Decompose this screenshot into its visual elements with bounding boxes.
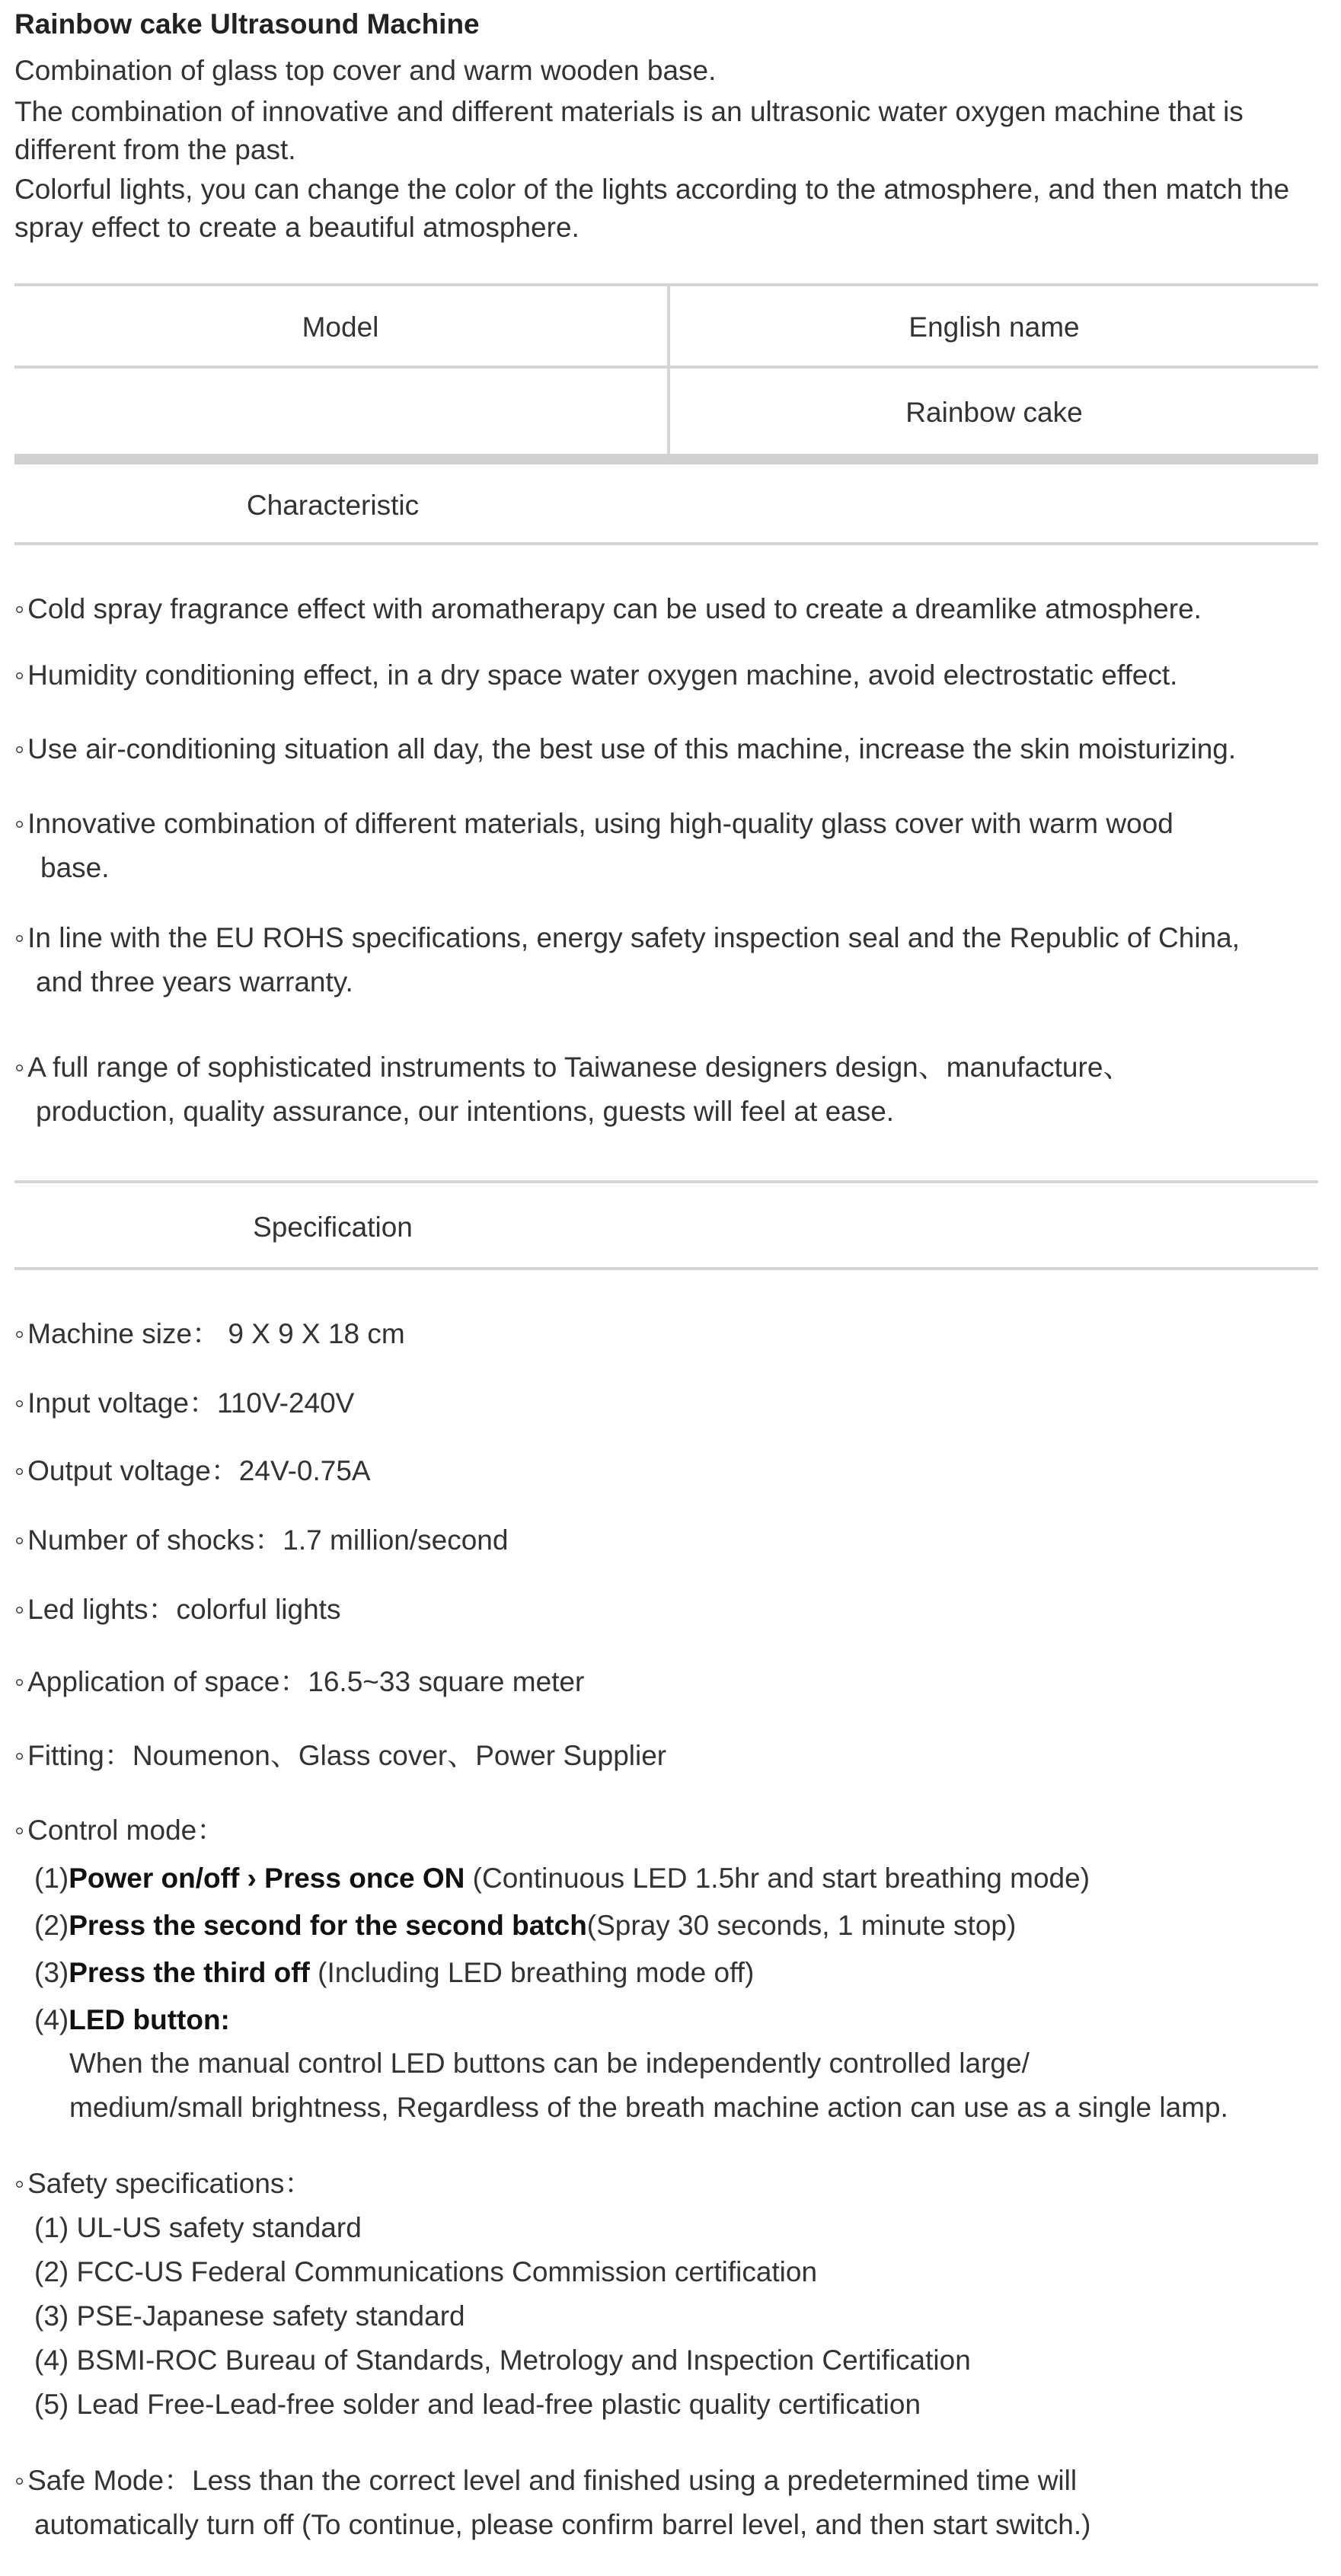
control-step-1: (1)Power on/off › Press once ON (Continuous LED 1.5hr and start breathing mode)	[34, 1863, 1090, 1894]
control-step-4: (4)LED button:	[34, 2004, 230, 2035]
page-title: Rainbow cake Ultrasound Machine	[14, 8, 480, 40]
bullet-mark: ◦	[14, 1740, 25, 1771]
bullet-mark: ◦	[14, 1455, 25, 1486]
led-description-line-2: medium/small brightness, Regardless of the breath machine action can use as a single lamp.	[69, 2092, 1228, 2123]
spec-item: ◦ Number of shocks：1.7 million/second	[14, 1524, 509, 1556]
control-step-3: (3)Press the third off (Including LED breathing mode off)	[34, 1957, 755, 1988]
intro-line-1: Combination of glass top cover and warm wooden base.	[14, 55, 717, 86]
spec-item: ◦ Led lights：colorful lights	[14, 1594, 341, 1625]
safety-item: (5) Lead Free-Lead-free solder and lead-free plastic quality certification	[34, 2389, 921, 2420]
bullet-mark: ◦	[14, 593, 25, 624]
bullet-mark: ◦	[14, 1815, 25, 1846]
bullet-mark: ◦	[14, 1318, 25, 1349]
characteristic-item: ◦ A full range of sophisticated instruments to Taiwanese designers design、manufacture、 production, quality assurance, our intentions, guests will feel at ease.	[14, 1052, 1132, 1127]
table-mid-rule	[14, 365, 1318, 369]
specification-heading: Specification	[253, 1211, 413, 1243]
bullet-mark: ◦	[14, 1524, 25, 1556]
table-header-model: Model	[302, 311, 379, 343]
bullet-mark: ◦	[14, 1052, 25, 1083]
characteristic-heading: Characteristic	[246, 490, 420, 521]
bullet-mark: ◦	[14, 808, 25, 839]
spec-item: ◦ Application of space：16.5~33 square meter	[14, 1666, 585, 1697]
specification-rule	[14, 1267, 1318, 1270]
led-description-line-1: When the manual control LED buttons can be independently controlled large/	[69, 2048, 1030, 2079]
bullet-mark: ◦	[14, 1666, 25, 1697]
characteristic-item: ◦ Cold spray fragrance effect with aromatherapy can be used to create a dreamlike atmosphere.	[14, 593, 1202, 624]
table-cell-english-name: Rainbow cake	[905, 397, 1083, 428]
control-step-2: (2)Press the second for the second batch(Spray 30 seconds, 1 minute stop)	[34, 1910, 1017, 1941]
spec-item: ◦ Fitting：Noumenon、Glass cover、Power Supplier	[14, 1740, 667, 1771]
bullet-mark: ◦	[14, 1387, 25, 1419]
safety-heading: ◦ Safety specifications：	[14, 2168, 313, 2199]
table-top-rule	[14, 283, 1318, 286]
control-mode-heading: ◦ Control mode：	[14, 1815, 225, 1846]
safe-mode-item: ◦ Safe Mode：Less than the correct level and finished using a predetermined time will automatically turn off (To continue, please confirm barrel level, and then start switch.)	[14, 2465, 1091, 2540]
table-header-english-name: English name	[908, 311, 1080, 343]
spec-item: ◦ Input voltage：110V-240V	[14, 1387, 355, 1419]
spec-item: ◦ Machine size： 9 X 9 X 18 cm	[14, 1318, 405, 1349]
table-bottom-rule	[14, 454, 1318, 464]
safety-item: (2) FCC-US Federal Communications Commission certification	[34, 2256, 818, 2287]
bullet-mark: ◦	[14, 2465, 25, 2496]
bullet-mark: ◦	[14, 922, 25, 953]
safety-item: (1) UL-US safety standard	[34, 2212, 362, 2243]
bullet-mark: ◦	[14, 659, 25, 691]
specification-top-rule	[14, 1180, 1318, 1183]
intro-line-2: The combination of innovative and different materials is an ultrasonic water oxygen machine that is different from the past.	[14, 96, 1244, 165]
bullet-mark: ◦	[14, 2168, 25, 2199]
characteristic-item: ◦ Use air-conditioning situation all day, the best use of this machine, increase the skin moisturizing.	[14, 733, 1237, 765]
safety-item: (4) BSMI-ROC Bureau of Standards, Metrology and Inspection Certification	[34, 2345, 971, 2376]
safety-item: (3) PSE-Japanese safety standard	[34, 2300, 465, 2332]
bullet-mark: ◦	[14, 1594, 25, 1625]
characteristic-item: ◦ Innovative combination of different materials, using high-quality glass cover with warm wood base.	[14, 808, 1173, 883]
characteristic-item: ◦ Humidity conditioning effect, in a dry space water oxygen machine, avoid electrostatic effect.	[14, 659, 1178, 691]
characteristic-item: ◦ In line with the EU ROHS specifications, energy safety inspection seal and the Republic of China, and three years warranty.	[14, 922, 1240, 998]
spec-item: ◦ Output voltage：24V-0.75A	[14, 1455, 371, 1486]
intro-line-3: Colorful lights, you can change the color of the lights according to the atmosphere, and then match the spray effect to create a beautiful atmosphere.	[14, 174, 1290, 243]
bullet-mark: ◦	[14, 733, 25, 765]
characteristic-rule	[14, 542, 1318, 545]
